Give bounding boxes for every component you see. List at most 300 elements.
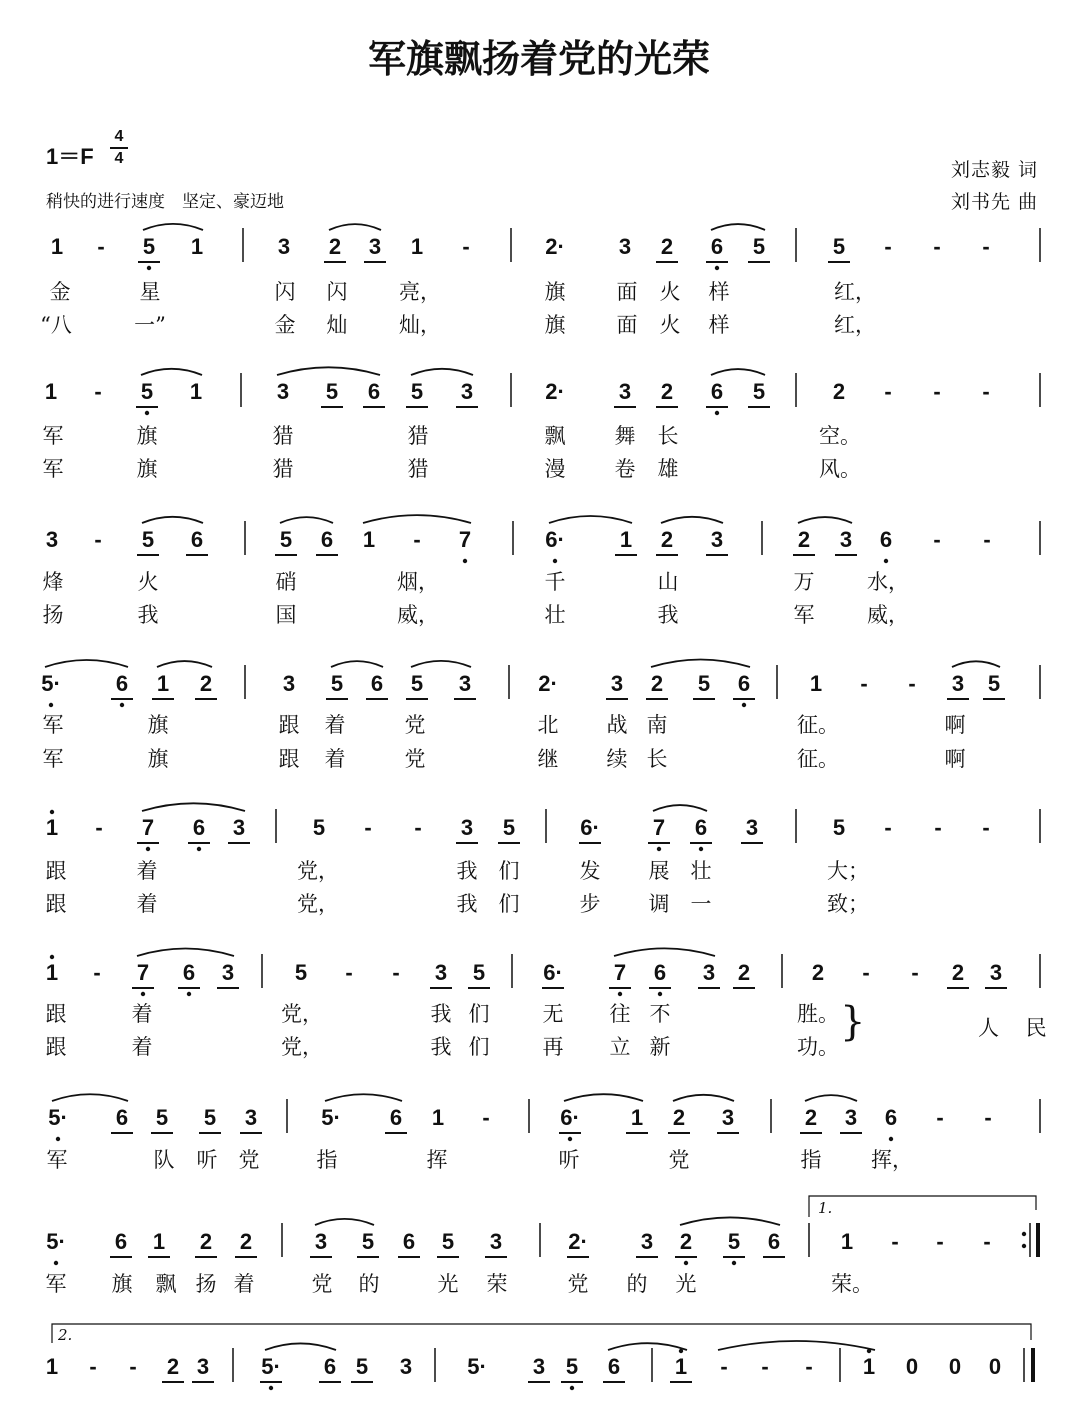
jianpu-note: 2: [797, 527, 811, 552]
jianpu-note: 7: [141, 815, 155, 840]
low-octave-dot: [197, 847, 201, 851]
jianpu-note: 1: [152, 1229, 166, 1254]
slur: [711, 369, 765, 375]
lyric-verse-2: 跟: [45, 1035, 67, 1059]
jianpu-note: 1: [362, 527, 376, 552]
lyric-verse-2: 继: [537, 747, 559, 771]
jianpu-note: 1: [840, 1229, 854, 1254]
lyric-verse-2: 们: [468, 1035, 490, 1059]
lyric-verse-1: 发: [579, 859, 601, 883]
jianpu-note: 5·: [46, 1229, 66, 1254]
jianpu-note: -: [884, 815, 892, 840]
lyric-verse-1: 千: [544, 570, 566, 594]
composer-credit: 刘书先 曲: [950, 191, 1038, 213]
lyric-verse-1: 闪: [274, 280, 296, 304]
lyric-verse-1: 军: [42, 713, 64, 737]
lyric-verse-1: 跟: [45, 1002, 67, 1026]
lyric-verse-1: 往: [609, 1002, 631, 1026]
lyric-verse-2: 步: [579, 892, 601, 916]
jianpu-note: -: [89, 1354, 97, 1379]
slur: [614, 948, 715, 956]
low-octave-dot: [146, 847, 150, 851]
jianpu-note: -: [805, 1354, 813, 1379]
jianpu-note: 1: [630, 1105, 644, 1130]
jianpu-note: 3: [458, 671, 472, 696]
lyric-verse-2: 金: [274, 313, 296, 337]
jianpu-note: 3: [489, 1229, 503, 1254]
lyric-verse-1: 听: [196, 1148, 218, 1172]
jianpu-note: 5: [279, 527, 293, 552]
lyric-verse-1: 扬: [195, 1272, 217, 1296]
lyric-verse-1: 党，: [281, 1002, 323, 1026]
jianpu-note: 2: [672, 1105, 686, 1130]
lyric-verse-1: 着: [131, 1002, 153, 1026]
lyric-verse-1: 猎: [407, 424, 429, 448]
jianpu-note: 3: [618, 379, 632, 404]
jianpu-note: 0: [988, 1354, 1002, 1379]
lyric-verse-2: 威，: [397, 603, 439, 627]
lyric-verse-1: 空。: [819, 424, 861, 448]
lyric-verse-1: 我: [430, 1002, 452, 1026]
slur: [325, 1094, 402, 1101]
slur: [363, 515, 471, 523]
jianpu-note: 5: [752, 234, 766, 259]
lyric-verse-1: 旗: [544, 280, 566, 304]
jianpu-note: 3: [844, 1105, 858, 1130]
lyric-verse-2: 致；: [827, 892, 869, 916]
jianpu-note: 2: [951, 960, 965, 985]
low-octave-dot: [553, 559, 557, 563]
slur: [315, 1219, 374, 1225]
jianpu-note: 3: [989, 960, 1003, 985]
lyric-verse-2: 灿: [326, 313, 348, 337]
lyric-verse-2: 一: [690, 892, 712, 916]
jianpu-note: -: [95, 815, 103, 840]
slur: [718, 1341, 875, 1350]
low-octave-dot: [884, 559, 888, 563]
slur: [651, 659, 750, 667]
lyric-verse-1: 光: [675, 1272, 697, 1296]
lyric-verse-1: 旗: [136, 424, 158, 448]
jianpu-note: 5: [565, 1354, 579, 1379]
jianpu-note: 2: [811, 960, 825, 985]
lyric-verse-1: 硝: [275, 570, 297, 594]
jianpu-note: 5·: [467, 1354, 487, 1379]
jianpu-note: 6: [115, 671, 129, 696]
lyric-verse-2: 面: [616, 313, 638, 337]
lyric-verse-1: 烽: [42, 570, 64, 594]
low-octave-dot: [618, 992, 622, 996]
lyric-verse-1: 听: [558, 1148, 580, 1172]
jianpu-note: -: [94, 379, 102, 404]
slur: [661, 517, 723, 523]
jianpu-note: 6: [879, 527, 893, 552]
jianpu-note: 5: [832, 815, 846, 840]
jianpu-note: -: [984, 1105, 992, 1130]
lyric-verse-1: 啊: [944, 713, 966, 737]
slur: [52, 1094, 128, 1101]
low-octave-dot: [141, 992, 145, 996]
jianpu-note: 2: [660, 379, 674, 404]
lyric-verse-2: 续: [606, 747, 628, 771]
jianpu-note: 3: [745, 815, 759, 840]
tempo-marking: 稍快的进行速度 坚定、豪迈地: [46, 192, 284, 212]
slur: [143, 224, 203, 230]
jianpu-note: -: [982, 234, 990, 259]
lyric-verse-1: 水，: [867, 570, 909, 594]
jianpu-note: -: [414, 815, 422, 840]
low-octave-dot: [463, 559, 467, 563]
lyric-verse-1: 队: [153, 1148, 175, 1172]
jianpu-note: 1: [45, 960, 59, 985]
slur: [411, 369, 473, 375]
jianpu-note: 3: [196, 1354, 210, 1379]
jianpu-note: -: [392, 960, 400, 985]
slur: [277, 367, 380, 375]
jianpu-note: 3: [314, 1229, 328, 1254]
lyric-verse-2: 军: [793, 603, 815, 627]
lyric-verse-1: 北: [537, 713, 559, 737]
jianpu-note: 5: [472, 960, 486, 985]
lyric-verse-2: 一”: [134, 313, 166, 337]
lyric-verse-1: 党: [311, 1272, 333, 1296]
jianpu-note: 2·: [545, 234, 565, 259]
lyric-verse-1: 旗: [111, 1272, 133, 1296]
jianpu-note: 3: [244, 1105, 258, 1130]
jianpu-note: 0: [905, 1354, 919, 1379]
jianpu-note: -: [482, 1105, 490, 1130]
jianpu-note: 3: [710, 527, 724, 552]
slur: [329, 224, 381, 230]
jianpu-note: 5: [752, 379, 766, 404]
lyric-verse-1: 亮，: [399, 280, 441, 304]
slur: [137, 949, 234, 956]
slur: [564, 1094, 643, 1101]
lyric-verse-1: 无: [542, 1002, 564, 1026]
slur: [45, 660, 128, 667]
jianpu-note: 2: [660, 527, 674, 552]
lyric-verse-1: 飘: [544, 424, 566, 448]
volta-1-label: 1.: [818, 1199, 833, 1217]
jianpu-note: 5: [832, 234, 846, 259]
lyric-verse-1: 挥: [426, 1148, 448, 1172]
jianpu-note: 2: [239, 1229, 253, 1254]
lyric-verse-1: 军: [46, 1148, 68, 1172]
jianpu-note: 6: [367, 379, 381, 404]
jianpu-note: 2: [679, 1229, 693, 1254]
jianpu-note: -: [761, 1354, 769, 1379]
slur: [411, 661, 471, 667]
jianpu-note: 2: [660, 234, 674, 259]
time-signature-top: 4: [114, 128, 124, 145]
jianpu-note: 6: [114, 1229, 128, 1254]
volta-2-bracket: [52, 1324, 1031, 1343]
jianpu-note: -: [936, 1105, 944, 1130]
jianpu-note: 2·: [568, 1229, 588, 1254]
low-octave-dot: [54, 1261, 58, 1265]
lyric-verse-2: 调: [648, 892, 670, 916]
jianpu-note: 3: [721, 1105, 735, 1130]
lyric-verse-1: 南: [646, 713, 668, 737]
lyric-verse-1: 跟: [278, 713, 300, 737]
lyric-verse-2: 军: [42, 747, 64, 771]
jianpu-note: -: [862, 960, 870, 985]
lyric-verse-2: 我: [657, 603, 679, 627]
lyric-verse-1: 战: [606, 713, 628, 737]
lyric-verse-1: 面: [616, 280, 638, 304]
lyric-verse-1: 荣: [486, 1272, 508, 1296]
low-octave-dot: [732, 1261, 736, 1265]
jianpu-note: 5: [312, 815, 326, 840]
jianpu-note: 3: [951, 671, 965, 696]
jianpu-note: 5: [155, 1105, 169, 1130]
jianpu-note: 5·: [48, 1105, 68, 1130]
jianpu-note: 2: [199, 1229, 213, 1254]
lyric-verse-1: 猎: [272, 424, 294, 448]
low-octave-dot: [120, 703, 124, 707]
jianpu-note: 5: [325, 379, 339, 404]
lyric-verse-2: 旗: [544, 313, 566, 337]
low-octave-dot: [699, 847, 703, 851]
lyric-verse-2: 啊: [944, 747, 966, 771]
lyric-verse-2: 国: [275, 603, 297, 627]
slur: [157, 661, 212, 667]
lyric-verse-2: 着: [324, 747, 346, 771]
jianpu-note: 6: [190, 527, 204, 552]
jianpu-note: 2: [650, 671, 664, 696]
lyric-verse-2: 党: [404, 747, 426, 771]
jianpu-note: 5: [142, 234, 156, 259]
jianpu-note: -: [983, 527, 991, 552]
slur: [142, 517, 203, 523]
jianpu-note: 3: [640, 1229, 654, 1254]
lyric-verse-2: 雄: [657, 457, 679, 481]
lyric-verse-1: 光: [437, 1272, 459, 1296]
jianpu-note: 6: [767, 1229, 781, 1254]
lyric-verse-2: 壮: [544, 603, 566, 627]
lyric-verse-1: 星: [139, 280, 161, 304]
jianpu-note: 2: [328, 234, 342, 259]
jianpu-note: 7: [613, 960, 627, 985]
jianpu-note: 7: [458, 527, 472, 552]
lyric-verse-1: 指: [316, 1148, 338, 1172]
lyric-verse-1: 党: [668, 1148, 690, 1172]
jianpu-note: -: [982, 379, 990, 404]
jianpu-note: 5: [697, 671, 711, 696]
jianpu-note: 7: [136, 960, 150, 985]
lyric-verse-1: 们: [468, 1002, 490, 1026]
lyric-verse-2: 再: [542, 1035, 564, 1059]
lyric-verse-1: 党: [238, 1148, 260, 1172]
lyric-verse-1: 不: [649, 1002, 671, 1026]
jianpu-note: 6·: [580, 815, 600, 840]
lyric-verse-2: 我: [456, 892, 478, 916]
jianpu-note: 6: [737, 671, 751, 696]
jianpu-note: -: [860, 671, 868, 696]
jianpu-note: 3: [839, 527, 853, 552]
repeat-dot: [1022, 1232, 1026, 1236]
jianpu-note: 6: [710, 234, 724, 259]
lyric-verse-1: 征。: [797, 713, 839, 737]
lyric-verse-1: 壮: [690, 859, 712, 883]
lyric-verse-1: 党，: [297, 859, 339, 883]
jianpu-note: 2: [804, 1105, 818, 1130]
lyricist-credit: 刘志毅 词: [950, 159, 1038, 181]
jianpu-note: 6·: [545, 527, 565, 552]
jianpu-note: 1: [156, 671, 170, 696]
jianpu-note: -: [97, 234, 105, 259]
low-octave-dot: [715, 266, 719, 270]
jianpu-note: 3: [532, 1354, 546, 1379]
lyric-verse-2: 我: [137, 603, 159, 627]
lyric-verse-1: 展: [648, 859, 670, 883]
lyric-verse-2: 新: [649, 1035, 671, 1059]
jianpu-note: 6: [370, 671, 384, 696]
jianpu-note: 2: [199, 671, 213, 696]
lyric-verse-1: 长: [657, 424, 679, 448]
slur: [805, 1095, 857, 1101]
lyric-verse-2: 卷: [614, 457, 636, 481]
lyric-verse-2: 猎: [272, 457, 294, 481]
high-octave-dot: [50, 955, 54, 959]
jianpu-note: 6: [320, 527, 334, 552]
jianpu-note: 2·: [538, 671, 558, 696]
jianpu-note: 1: [410, 234, 424, 259]
low-octave-dot: [657, 847, 661, 851]
jianpu-note: 5: [727, 1229, 741, 1254]
jianpu-note: -: [933, 379, 941, 404]
jianpu-note: 2: [832, 379, 846, 404]
slur: [680, 1217, 780, 1225]
slur: [608, 1343, 687, 1350]
jianpu-note: 1: [674, 1354, 688, 1379]
jianpu-note: -: [936, 1229, 944, 1254]
lyric-verse-1: 胜。: [797, 1002, 839, 1026]
jianpu-note: 5: [987, 671, 1001, 696]
jianpu-note: 3: [368, 234, 382, 259]
jianpu-note: 3: [221, 960, 235, 985]
jianpu-note: 3: [276, 379, 290, 404]
jianpu-note: 5·: [321, 1105, 341, 1130]
lyric-verse-1: 军: [45, 1272, 67, 1296]
lyric-verse-1: 的: [626, 1272, 648, 1296]
jianpu-note: 6: [884, 1105, 898, 1130]
low-octave-dot: [715, 411, 719, 415]
key-signature: 1＝F: [46, 144, 94, 169]
jianpu-note: 3: [460, 815, 474, 840]
lyric-verse-1: 我: [456, 859, 478, 883]
lyric-verse-1: 旗: [147, 713, 169, 737]
lyric-verse-2: 火: [659, 313, 681, 337]
jianpu-note: 6: [710, 379, 724, 404]
lyric-verse-2: 旗: [136, 457, 158, 481]
jianpu-note: 6: [192, 815, 206, 840]
jianpu-note: 0: [948, 1354, 962, 1379]
slur: [711, 224, 765, 230]
jianpu-note: 1: [44, 379, 58, 404]
lyric-verse-2: 党，: [297, 892, 339, 916]
low-octave-dot: [742, 703, 746, 707]
lyric-verse-1: 舞: [614, 424, 636, 448]
jianpu-note: 3: [277, 234, 291, 259]
jianpu-note: 5: [203, 1105, 217, 1130]
jianpu-note: 1: [50, 234, 64, 259]
lyric-verse-2: 漫: [544, 457, 566, 481]
jianpu-note: 5: [410, 671, 424, 696]
jianpu-note: 3: [618, 234, 632, 259]
jianpu-note: 1: [190, 234, 204, 259]
jianpu-note: -: [345, 960, 353, 985]
jianpu-note: 1: [862, 1354, 876, 1379]
lyric-verse-2: 跟: [278, 747, 300, 771]
low-octave-dot: [568, 1137, 572, 1141]
jianpu-note: 1: [45, 1354, 59, 1379]
slur: [265, 1343, 336, 1350]
jianpu-note: -: [911, 960, 919, 985]
lyric-verse-1: 万: [793, 570, 815, 594]
jianpu-note: 6: [389, 1105, 403, 1130]
lyric-verse-2: 们: [498, 892, 520, 916]
jianpu-note: 1: [45, 815, 59, 840]
jianpu-note: -: [982, 815, 990, 840]
low-octave-dot: [684, 1261, 688, 1265]
lyric-verse-2: 跟: [45, 892, 67, 916]
low-octave-dot: [145, 411, 149, 415]
jianpu-note: -: [94, 527, 102, 552]
lyric-verse-1: 挥，: [871, 1148, 913, 1172]
slur: [798, 517, 852, 523]
jianpu-note: 1: [619, 527, 633, 552]
jianpu-note: 5: [141, 527, 155, 552]
lyric-verse-1: 闪: [326, 280, 348, 304]
lyric-verse-2: 威，: [867, 603, 909, 627]
lyric-verse-2: 风。: [819, 457, 861, 481]
high-octave-dot: [50, 810, 54, 814]
jianpu-note: 1: [809, 671, 823, 696]
volta-2-label: 2.: [58, 1326, 73, 1344]
jianpu-note: 3: [399, 1354, 413, 1379]
jianpu-note: 6·: [560, 1105, 580, 1130]
lyric-verse-1: 荣。: [831, 1272, 873, 1296]
jianpu-note: 5: [441, 1229, 455, 1254]
lyric-verse-1: 烟，: [397, 570, 439, 594]
lyric-verse-2: 样: [708, 313, 730, 337]
jianpu-note: 5: [330, 671, 344, 696]
jianpu-note: -: [908, 671, 916, 696]
low-octave-dot: [269, 1386, 273, 1390]
slur: [673, 1095, 734, 1101]
jianpu-note: 5: [410, 379, 424, 404]
jianpu-note: -: [129, 1354, 137, 1379]
lyric-verse-2: 功。: [797, 1035, 839, 1059]
lyric-verse-2: 我: [430, 1035, 452, 1059]
lyric-verse-2: 着: [131, 1035, 153, 1059]
jianpu-note: 7: [652, 815, 666, 840]
jianpu-note: 6: [182, 960, 196, 985]
jianpu-note: 1: [431, 1105, 445, 1130]
jianpu-note: 3: [434, 960, 448, 985]
jianpu-note: -: [891, 1229, 899, 1254]
lyric-verse-1: 红，: [834, 280, 876, 304]
jianpu-note: 3: [610, 671, 624, 696]
lyric-verse-2: 军: [42, 457, 64, 481]
lyric-verse-1: 大；: [827, 859, 869, 883]
lyric-verse-1: 党: [404, 713, 426, 737]
jianpu-note: 2: [166, 1354, 180, 1379]
lyric-verse-1: 们: [498, 859, 520, 883]
jianpu-note: 6: [653, 960, 667, 985]
jianpu-note: 5·: [261, 1354, 281, 1379]
